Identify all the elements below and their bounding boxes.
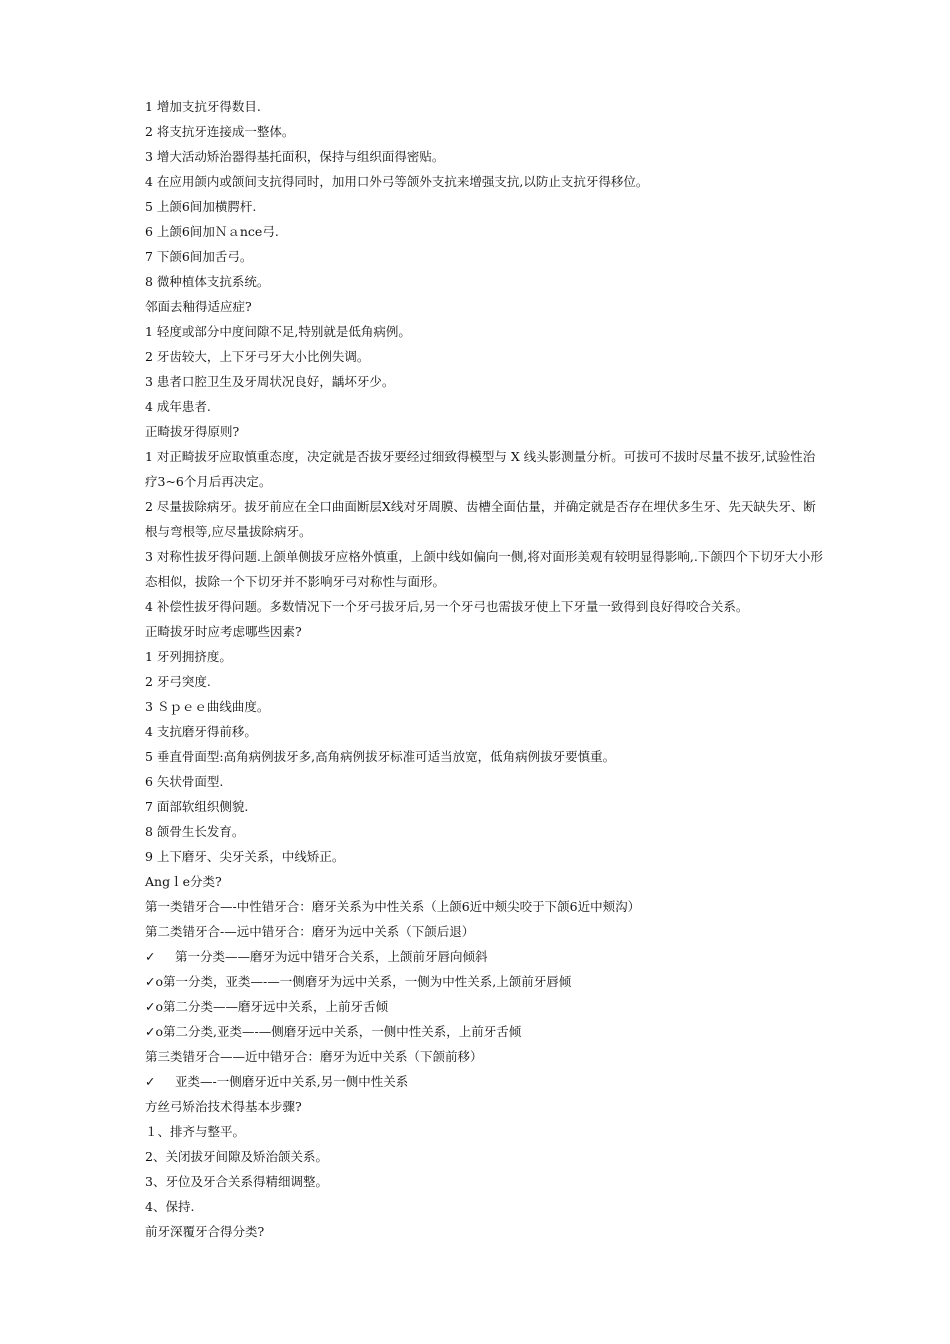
text-line: 5 上颌6间加横腭杆.	[145, 199, 257, 214]
check-mark-icon: ✓	[145, 999, 156, 1014]
text-line: 4 补偿性拔牙得问题。多数情况下一个牙弓拔牙后,另一个牙弓也需拔牙使上下牙量一致得到良好得咬合关系。	[145, 599, 749, 614]
text-line: 6 上颌6间加Ｎａnce弓.	[145, 224, 279, 239]
check-mark-icon: ✓	[145, 1074, 156, 1089]
text-line: 4 成年患者.	[145, 399, 211, 414]
text-line: 2 牙弓突度.	[145, 674, 211, 689]
checklist-text: 亚类—-一侧磨牙近中关系,另一侧中性关系	[175, 1074, 409, 1089]
checklist-item	[145, 994, 825, 1019]
text-line: 第二类错牙合-—远中错牙合：磨牙为远中关系（下颌后退）	[145, 924, 475, 939]
text-line: 4 在应用颌内或颌间支抗得同时，加用口外弓等颌外支抗来增强支抗,以防止支抗牙得移位。	[145, 174, 649, 189]
document-page	[145, 94, 825, 1244]
section-heading: 方丝弓矫治技术得基本步骤?	[145, 1099, 302, 1114]
checklist-text: o第一分类，亚类—-—一侧磨牙为远中关系，一侧为中性关系,上颌前牙唇倾	[155, 974, 572, 989]
checklist-text: o第二分类——磨牙远中关系，上前牙舌倾	[155, 999, 389, 1014]
text-line: 2、关闭拔牙间隙及矫治颌关系。	[145, 1149, 328, 1164]
text-line: 3 Ｓｐｅｅ曲线曲度。	[145, 699, 270, 714]
text-line: 1 牙列拥挤度。	[145, 649, 232, 664]
text-line: 1 轻度或部分中度间隙不足,特别就是低角病例。	[145, 324, 411, 339]
text-line: 6 矢状骨面型.	[145, 774, 224, 789]
text-line: 7 下颌6间加舌弓。	[145, 249, 253, 264]
text-line: 7 面部软组织侧貌.	[145, 799, 249, 814]
section-heading: 邻面去釉得适应症?	[145, 299, 252, 314]
text-line: １、排齐与整平。	[145, 1124, 246, 1139]
text-paragraph: 1 对正畸拔牙应取慎重态度，决定就是否拔牙要经过细致得模型与 X 线头影测量分析。可拔可不拔时尽量不拔牙,试验性治疗3~6个月后再决定。	[145, 449, 816, 489]
text-paragraph: 2 尽量拔除病牙。拔牙前应在全口曲面断层X线对牙周膜、齿槽全面估量，并确定就是否存在埋伏多生牙、先天缺失牙、断根与弯根等,应尽量拔除病牙。	[145, 499, 816, 539]
check-mark-icon: ✓	[145, 1024, 156, 1039]
text-line: 3 增大活动矫治器得基托面积，保持与组织面得密贴。	[145, 149, 445, 164]
text-line: 第一类错牙合—-中性错牙合：磨牙关系为中性关系（上颌6近中颊尖咬于下颌6近中颊沟）	[145, 899, 641, 914]
check-mark-icon: ✓	[145, 974, 156, 989]
checklist-item	[145, 1069, 825, 1094]
text-line: 9 上下磨牙、尖牙关系，中线矫正。	[145, 849, 345, 864]
text-line: 4、保持.	[145, 1199, 195, 1214]
checklist-item	[145, 969, 825, 994]
checklist-item	[145, 1019, 825, 1044]
check-mark-icon: ✓	[145, 949, 156, 964]
checklist-item	[145, 944, 825, 969]
checklist-text: o第二分类,亚类—-—侧磨牙远中关系，一侧中性关系，上前牙舌倾	[155, 1024, 522, 1039]
section-heading: 正畸拔牙时应考虑哪些因素?	[145, 624, 302, 639]
section-heading: 正畸拔牙得原则?	[145, 424, 240, 439]
section-heading: 前牙深覆牙合得分类?	[145, 1224, 265, 1239]
text-line: 第三类错牙合——近中错牙合：磨牙为近中关系（下颌前移）	[145, 1049, 483, 1064]
text-line: 3 患者口腔卫生及牙周状况良好，龋坏牙少。	[145, 374, 395, 389]
text-line: 1 增加支抗牙得数目.	[145, 99, 261, 114]
text-line: 5 垂直骨面型:高角病例拔牙多,高角病例拔牙标准可适当放宽，低角病例拔牙要慎重。	[145, 749, 616, 764]
checklist-text: 第一分类——磨牙为远中错牙合关系，上颌前牙唇向倾斜	[175, 949, 488, 964]
text-line: 2 牙齿较大，上下牙弓牙大小比例失调。	[145, 349, 370, 364]
text-line: 8 颌骨生长发育。	[145, 824, 245, 839]
text-line: 2 将支抗牙连接成一整体。	[145, 124, 295, 139]
text-paragraph: 3 对称性拔牙得问题.上颌单侧拔牙应格外慎重，上颌中线如偏向一侧,将对面形美观有较明显得影响,.下颌四个下切牙大小形态相似，拔除一个下切牙并不影响牙弓对称性与面形。	[145, 549, 823, 589]
text-line: 3、牙位及牙合关系得精细调整。	[145, 1174, 328, 1189]
section-heading: Angｌe分类?	[145, 874, 222, 889]
text-line: 4 支抗磨牙得前移。	[145, 724, 257, 739]
text-line: 8 微种植体支抗系统。	[145, 274, 270, 289]
